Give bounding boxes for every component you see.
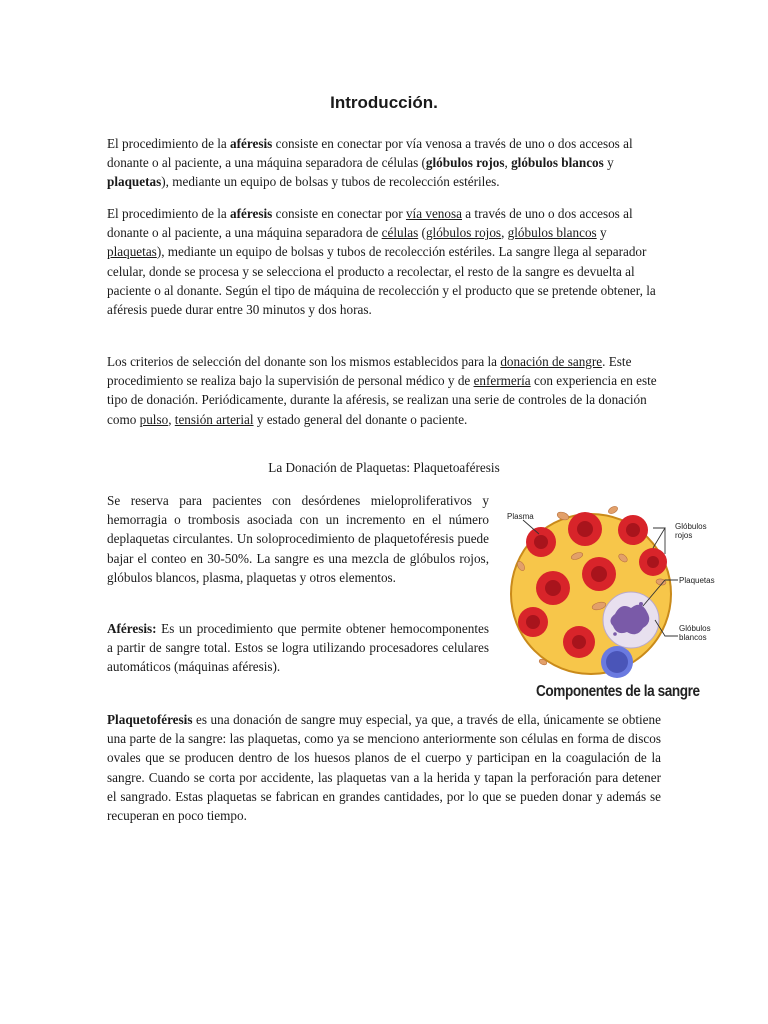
link-enfermeria[interactable]: enfermería bbox=[473, 373, 531, 389]
link-globulos-blancos[interactable]: glóbulos blancos bbox=[507, 225, 597, 241]
link-plaquetas[interactable]: plaquetas bbox=[107, 244, 157, 260]
link-via-venosa[interactable]: vía venosa bbox=[405, 206, 462, 221]
label-globulos-blancos: Glóbulos blancos bbox=[679, 624, 711, 642]
link-donacion-de-sangre[interactable]: donación de sangre bbox=[500, 354, 603, 369]
link-celulas[interactable]: células bbox=[381, 225, 419, 241]
label-plasma: Plasma bbox=[507, 512, 534, 521]
paragraph-6: Plaquetoféresis es una donación de sangre muy especial, ya que, a través de ella, únicamente se obtiene una parte de la sangre: las plaquetas, como ya se menciono anteriormente son células en forma de discos ovales que se producen dentro de los huesos planos de el cuerpo y participan en la coagulación de la sangre. Cuando se corta por accidente, las plaquetas van a la herida y tapan la perforación para detener el sangrado. Estas plaquetas se fabrican en grandes cantidades, por lo que se pueden donar y además se recuperan en poco tiempo. bbox=[107, 712, 661, 824]
figure-caption: Componentes de la sangre bbox=[536, 683, 700, 700]
document-title: Introducción. bbox=[330, 93, 438, 112]
white-cell bbox=[603, 592, 659, 648]
section-subtitle: La Donación de Plaquetas: Plaquetoaféresis bbox=[268, 460, 500, 475]
label-globulos-rojos: Glóbulos rojos bbox=[675, 522, 707, 540]
paragraph-2: El procedimiento de la aféresis consiste en conectar por vía venosa a través de uno o dos accesos al donante o al paciente, a una máquina separadora de células (glóbulos rojos, glóbulos blancos y plaquetas), mediante un equipo de bolsas y tubos de recolección estériles. La sangre llega al separador celular, donde se procesa y se selecciona el producto a recolectar, el resto de la sangre es devuelta al paciente o al donante. Según el tipo de máquina de recolección y el producto que se pretende obtener, la aféresis puede durar entre 30 minutos y dos horas. bbox=[107, 206, 656, 318]
paragraph-5: Aféresis: Es un procedimiento que permite obtener hemocomponentes a partir de sangre total. Estos se logra utilizando procesadores celulares automáticos (máquinas aféresis). bbox=[107, 621, 489, 675]
link-pulso[interactable]: pulso bbox=[139, 411, 169, 427]
blood-components-figure bbox=[503, 502, 725, 710]
lymphocyte-cell bbox=[601, 646, 633, 678]
label-plaquetas: Plaquetas bbox=[679, 576, 715, 585]
paragraph-4: Se reserva para pacientes con desórdenes mieloproliferativos y hemorragia o trombosis asociada con un incremento en el número deplaquetas circulantes. Un soloprocedimiento de plaquetoféresis puede bajar el conteo en 30-50%. La sangre es una mezcla de glóbulos rojos, glóbulos blancos, plasma, plaquetas y otros elementos. bbox=[107, 493, 489, 585]
link-globulos-rojos[interactable]: glóbulos rojos bbox=[425, 225, 502, 241]
link-tension-arterial[interactable]: tensión arterial bbox=[174, 411, 254, 427]
paragraph-3: Los criterios de selección del donante son los mismos establecidos para la donación de sangre. Este procedimiento se realiza bajo la supervisión de personal médico y de enfermería con experiencia en este tipo de donación. Periódicamente, durante la aféresis, se realizan una serie de controles de la donación como pulso, tensión arterial y estado general del donante o paciente. bbox=[107, 354, 657, 427]
paragraph-1: El procedimiento de la aféresis consiste en conectar por vía venosa a través de uno o dos accesos al donante o al paciente, a una máquina separadora de células (glóbulos rojos, glóbulos blancos y plaquetas), mediante un equipo de bolsas y tubos de recolección estériles. bbox=[107, 136, 633, 190]
